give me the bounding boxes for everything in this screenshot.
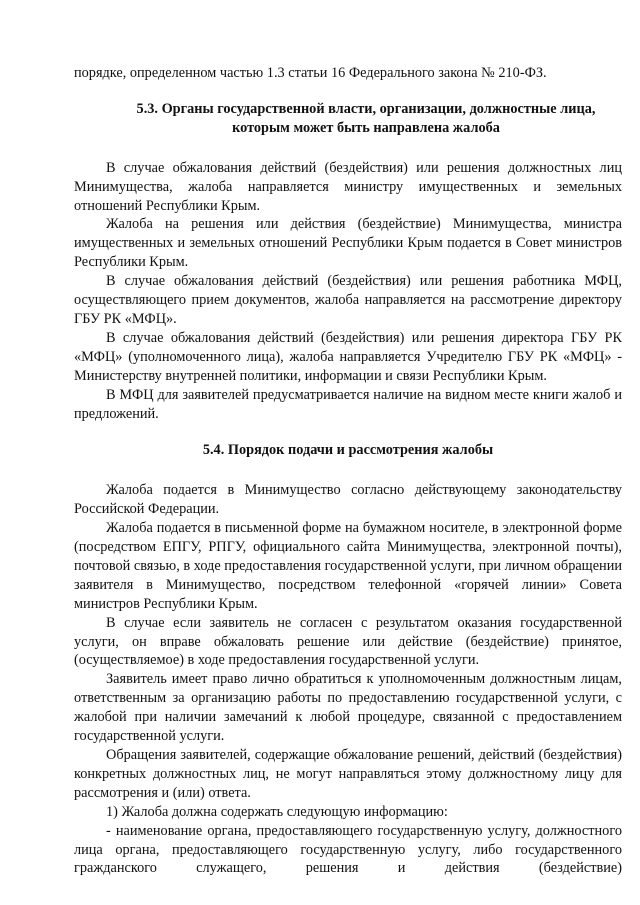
section-5-3-paragraph: В случае обжалования действий (бездействия) или решения работника МФЦ, осуществляющего прием документов, жалоба направляется на рассмотрение директору ГБУ РК «МФЦ». (74, 273, 622, 327)
section-5-4-paragraph: Обращения заявителей, содержащие обжалование решений, действий (бездействия) конкретных должностных лиц, не могут направляться этому должностному лицу для рассмотрения и (или) ответа. (74, 747, 622, 801)
section-5-4-paragraph: В случае если заявитель не согласен с результатом оказания государственной услуги, он вправе обжаловать решение или действие (бездействие) принятое, (осуществляемое) в ходе предоставления государственной услуги. (74, 614, 622, 669)
section-5-3-paragraph: Жалоба на решения или действия (бездействие) Минимущества, министра имущественных и земельных отношений Республики Крым подается в Совет министров Республики Крым. (74, 216, 622, 271)
section-5-3-paragraph: В случае обжалования действий (бездействия) или решения директора ГБУ РК «МФЦ» (уполномоченного лица), жалоба направляется Учредителю ГБУ РК «МФЦ» - Министерству внутренней политики, информации и связи Республики Крым. (74, 329, 622, 384)
section-5-4-paragraph: Жалоба подается в письменной форме на бумажном носителе, в электронной форме (посредством ЕПГУ, РПГУ, официального сайта Минимущества, электронной почты), почтовой связью, в ходе предоставления государственной услуги, при личном обращении заявителя в Минимущество, посредством телефонной «горячей линии» Совета министров Республики Крым. (74, 520, 622, 612)
section-5-3-heading-line-2: которым может быть направлена жалоба (232, 119, 500, 136)
intro-paragraph: порядке, определенном частью 1.3 статьи 16 Федерального закона № 210-ФЗ. (74, 65, 547, 81)
section-5-3-paragraph: В МФЦ для заявителей предусматривается наличие на видном месте книги жалоб и предложений. (74, 386, 622, 422)
section-5-4-paragraph: 1) Жалоба должна содержать следующую информацию: (106, 803, 448, 820)
section-5-3-heading-line-1: 5.3. Органы государственной власти, организации, должностные лица, (136, 100, 596, 117)
document-page (74, 64, 622, 878)
section-5-4-paragraph: - наименование органа, предоставляющего государственную услугу, должностного лица органа, предоставляющего государственную услугу, либо государственного гражданского служащего, решения и действия (бездействие) (74, 822, 622, 877)
section-5-4-heading: 5.4. Порядок подачи и рассмотрения жалобы (202, 442, 494, 459)
section-5-4-paragraph: Заявитель имеет право лично обратиться к уполномоченным должностным лицам, ответственным за организацию работы по предоставлению государственной услуги, с жалобой при наличии замечаний к любой процедуре, связанной с предоставлением государственной услуги. (74, 671, 622, 745)
section-5-4-paragraph: Жалоба подается в Минимущество согласно действующему законодательству Российской Федерации. (74, 482, 622, 518)
section-5-3-heading (74, 100, 622, 138)
section-5-3-paragraph: В случае обжалования действий (бездействия) или решения должностных лиц Минимущества, жалоба направляется министру имущественных и земельных отношений Республики Крым. (74, 159, 622, 214)
